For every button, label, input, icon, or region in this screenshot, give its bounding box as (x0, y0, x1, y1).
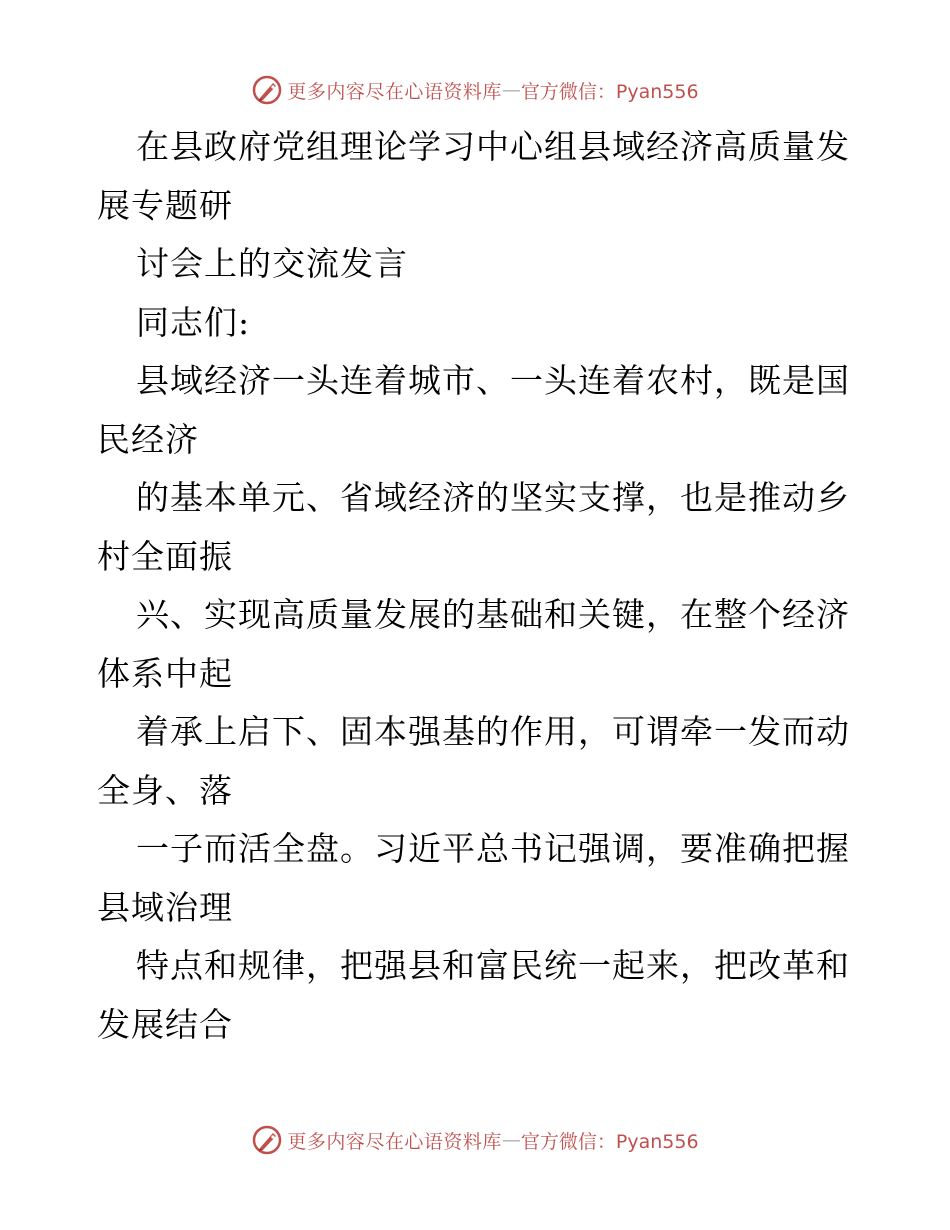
header-watermark (0, 70, 950, 110)
watermark-site-text: 更多内容尽在心语资料库 (287, 1130, 502, 1153)
paragraph-line: 体系中起 (97, 653, 233, 693)
title-line: 在县政府党组理论学习中心组县域经济高质量发 (136, 127, 850, 166)
paragraph-line: 一子而活全盘。习近平总书记强调，要准确把握 (136, 829, 850, 868)
watermark-wechat-text: 官方微信：Pyan556 (520, 80, 699, 103)
pen-logo-icon (251, 1124, 283, 1156)
paragraph-line: 发展结合 (97, 1004, 233, 1044)
paragraph-line: 县域治理 (97, 887, 233, 927)
salutation-line: 同志们: (136, 302, 251, 342)
document-body (97, 118, 857, 1054)
watermark-wechat-text: 官方微信：Pyan556 (520, 1130, 699, 1153)
title-line: 讨会上的交流发言 (136, 244, 408, 283)
footer-watermark (0, 1120, 950, 1160)
paragraph-line: 的基本单元、省域经济的坚实支撑，也是推动乡 (136, 478, 850, 517)
watermark-separator: — (501, 79, 521, 101)
paragraph-line: 兴、实现高质量发展的基础和关键，在整个经济 (136, 595, 850, 634)
paragraph-line: 全身、落 (97, 770, 233, 810)
paragraph-line: 村全面振 (97, 536, 233, 576)
pen-logo-icon (251, 74, 283, 106)
paragraph-line: 县域经济一头连着城市、一头连着农村，既是国 (136, 361, 850, 400)
paragraph-line: 民经济 (97, 419, 199, 459)
paragraph-line: 着承上启下、固本强基的作用，可谓牵一发而动 (136, 712, 850, 751)
paragraph-line: 特点和规律，把强县和富民统一起来，把改革和 (136, 946, 850, 985)
watermark-site-text: 更多内容尽在心语资料库 (287, 80, 502, 103)
watermark-separator: — (501, 1129, 521, 1151)
title-line: 展专题研 (97, 185, 233, 225)
